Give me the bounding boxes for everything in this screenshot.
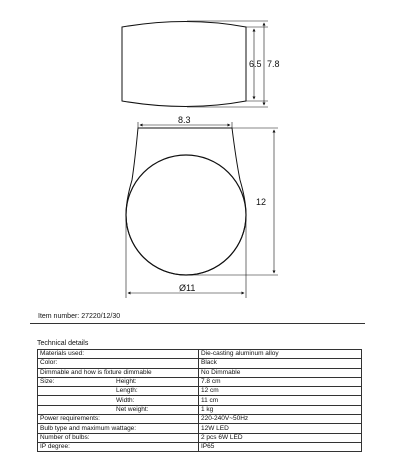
table-row: [38, 442, 362, 451]
spec-label: Number of bulbs:: [38, 433, 115, 442]
table-row: [38, 415, 362, 424]
spec-rows: [38, 350, 362, 452]
item-number-value: 27220/12/30: [81, 313, 121, 320]
depth-label: 12: [256, 197, 267, 207]
spec-label: Color:: [38, 359, 115, 368]
spec-sublabel: Net weight:: [114, 405, 199, 414]
spec-label: Materials used:: [38, 350, 115, 359]
spec-sublabel: Length:: [114, 387, 199, 396]
spec-value: 1 kg: [199, 405, 362, 414]
spec-sublabel: Width:: [114, 396, 199, 405]
spec-label: [38, 405, 115, 414]
spec-value: 220-240V~50Hz: [199, 415, 362, 424]
spec-label: IP degree:: [38, 442, 115, 451]
spec-label: Dimmable and how is fixture dimmable: [38, 368, 115, 377]
spec-value: 12W LED: [199, 424, 362, 433]
side-view: [126, 115, 278, 298]
spec-value: IP65: [199, 442, 362, 451]
spec-sublabel: [114, 442, 199, 451]
spec-value: 12 cm: [199, 387, 362, 396]
table-row: [38, 368, 362, 377]
spec-value: 7.8 cm: [199, 377, 362, 386]
spec-label: Bulb type and maximum wattage:: [38, 424, 115, 433]
spec-value: Black: [199, 359, 362, 368]
spec-sublabel: [114, 415, 199, 424]
technical-details-table: [37, 349, 362, 452]
item-number: [38, 313, 120, 320]
technical-details-title: Technical details: [37, 340, 89, 347]
spec-label: Size:: [38, 377, 115, 386]
spec-label: [38, 396, 115, 405]
width-label: 8.3: [178, 115, 191, 125]
spec-label: [38, 387, 115, 396]
spec-value: Die-casting aluminum alloy: [199, 350, 362, 359]
table-row: [38, 350, 362, 359]
outer-height-label: 7.8: [267, 59, 280, 69]
divider: [30, 323, 365, 324]
table-row: [38, 396, 362, 405]
spec-value: No Dimmable: [199, 368, 362, 377]
spec-sublabel: [114, 433, 199, 442]
table-row: [38, 433, 362, 442]
spec-value: 2 pcs 6W LED: [199, 433, 362, 442]
spec-sublabel: [114, 359, 199, 368]
table-row: [38, 387, 362, 396]
table-row: [38, 405, 362, 414]
table-row: [38, 424, 362, 433]
inner-height-label: 6.5: [249, 59, 262, 69]
diameter-label: Ø11: [179, 283, 196, 293]
table-row: [38, 359, 362, 368]
item-number-label: Item number:: [38, 313, 80, 320]
front-view: [122, 21, 280, 107]
table-row: [38, 377, 362, 386]
spec-value: 11 cm: [199, 396, 362, 405]
spec-label: Power requirements:: [38, 415, 115, 424]
spec-sublabel: Height:: [114, 377, 199, 386]
spec-sublabel: [114, 350, 199, 359]
